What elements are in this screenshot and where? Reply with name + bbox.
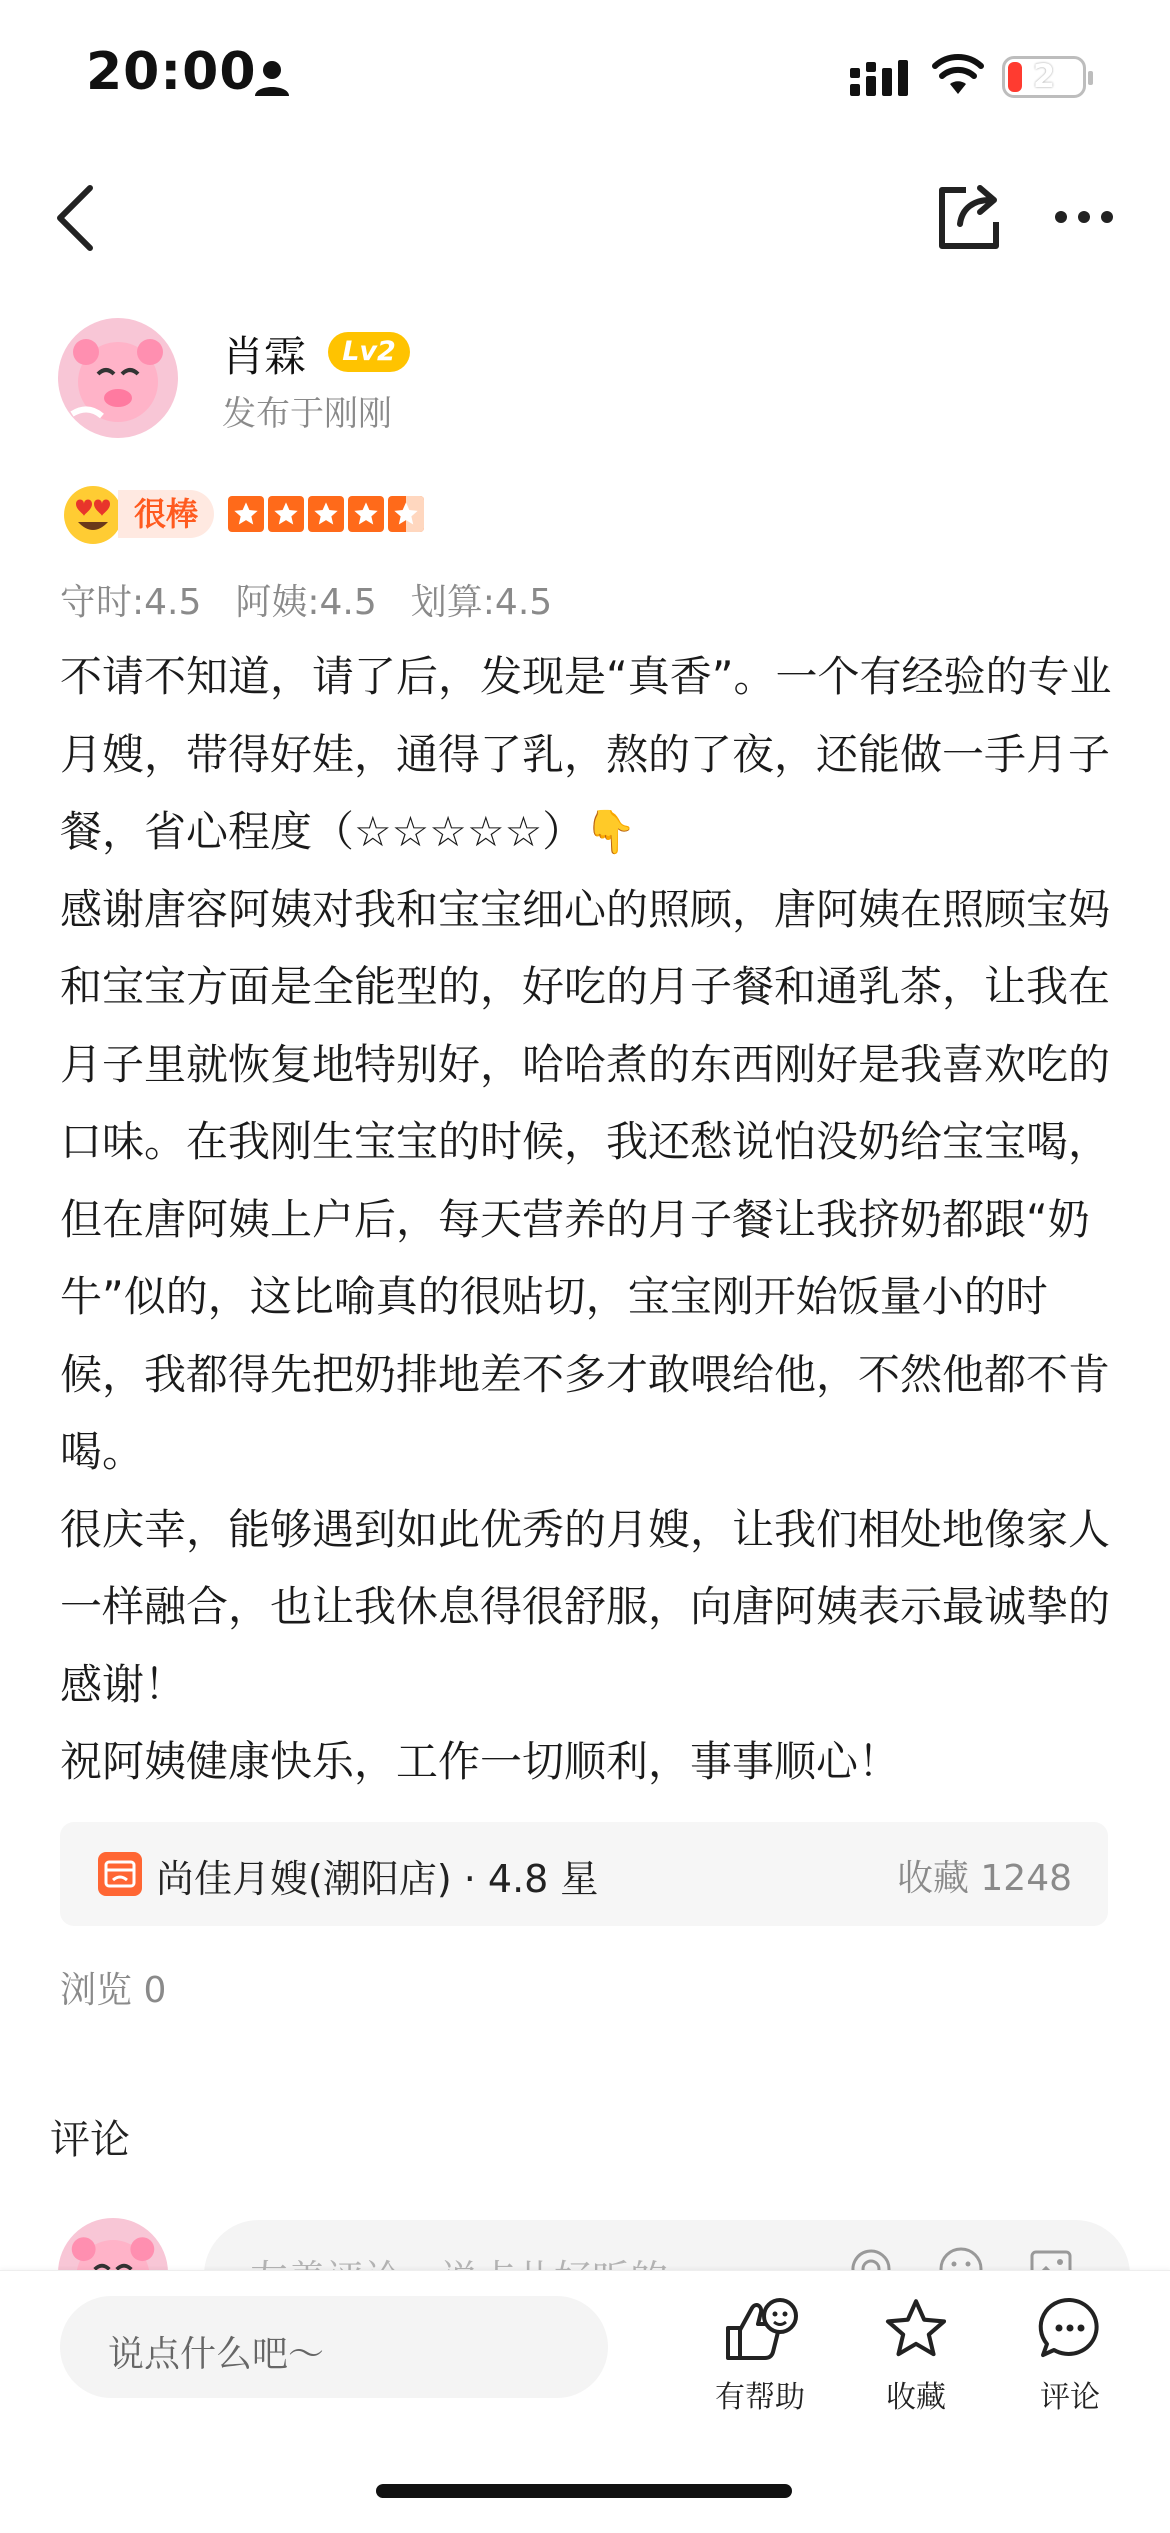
review-paragraph: 很庆幸，能够遇到如此优秀的月嫂，让我们相处地像家人一样融合，也让我休息得很舒服，向唐阿姨表示最诚挚的感谢！ [60,1504,1111,1709]
favorite-label: 收藏 [886,2380,946,2415]
helpful-button[interactable] [690,2294,830,2416]
status-time: 20:00 [86,42,257,102]
review-body [60,638,1120,1801]
comment-label: 评论 [1040,2380,1100,2415]
view-count: 浏览 0 [60,1970,167,2011]
comment-button[interactable] [1000,2294,1140,2416]
half-star-icon [388,496,424,532]
say-something-placeholder: 说点什么吧～ [108,2334,325,2375]
sub-scores [60,574,552,625]
star-icon [881,2294,951,2364]
review-paragraph: 不请不知道，请了后，发现是“真香”。一个有经验的专业月嫂，带得好娃，通得了乳，熬的了夜，还能做一手月子餐，省心程度（☆☆☆☆☆）👇 [60,652,1112,856]
star-icon [268,496,304,532]
shop-card[interactable] [60,1822,1108,1926]
favorite-button[interactable] [846,2294,986,2416]
author-avatar[interactable] [58,318,178,438]
helpful-label: 有帮助 [715,2380,805,2415]
share-icon[interactable] [934,182,1004,252]
score-value: 划算:4.5 [410,582,553,623]
review-paragraph: 祝阿姨健康快乐，工作一切顺利，事事顺心！ [60,1737,901,1786]
shop-favorites: 收藏 1248 [896,1858,1072,1899]
score-nanny: 阿姨:4.5 [235,582,377,623]
comment-icon [1035,2294,1105,2364]
battery-level: 2 [1032,57,1056,95]
star-icon [228,496,264,532]
score-punctuality: 守时:4.5 [60,582,202,623]
signal-icon [850,58,912,98]
author-name[interactable]: 肖霖 [222,332,307,381]
heart-eyes-emoji-icon [62,484,124,546]
publish-time: 发布于刚刚 [222,394,392,434]
level-badge: Lv2 [328,332,410,372]
wifi-icon [932,54,984,98]
thumbs-up-icon [720,2294,800,2364]
star-icon [348,496,384,532]
shop-icon [98,1852,142,1896]
star-rating [228,496,424,532]
avatar-image [58,318,178,438]
review-paragraph: 感谢唐容阿姨对我和宝宝细心的照顾，唐阿姨在照顾宝妈和宝宝方面是全能型的，好吃的月子餐和通乳茶，让我在月子里就恢复地特别好，哈哈煮的东西刚好是我喜欢吃的口味。在我刚生宝宝的时候，我还愁说怕没奶给宝宝喝，但在唐阿姨上户后，每天营养的月子餐让我挤奶都跟“奶牛”似的，这比喻真的很贴切，宝宝刚开始饭量小的时候，我都得先把奶排地差不多才敢喂给他，不然他都不肯喝。 [60,884,1111,1476]
person-icon [252,58,292,98]
home-indicator[interactable] [376,2484,792,2498]
shop-name: 尚佳月嫂(潮阳店) · 4.8 星 [156,1857,599,1901]
more-icon[interactable] [1054,210,1114,224]
star-icon [308,496,344,532]
comments-title: 评论 [50,2117,130,2163]
rating-tag: 很棒 [118,490,214,538]
back-icon[interactable] [50,182,100,254]
battery-icon [1002,56,1086,98]
